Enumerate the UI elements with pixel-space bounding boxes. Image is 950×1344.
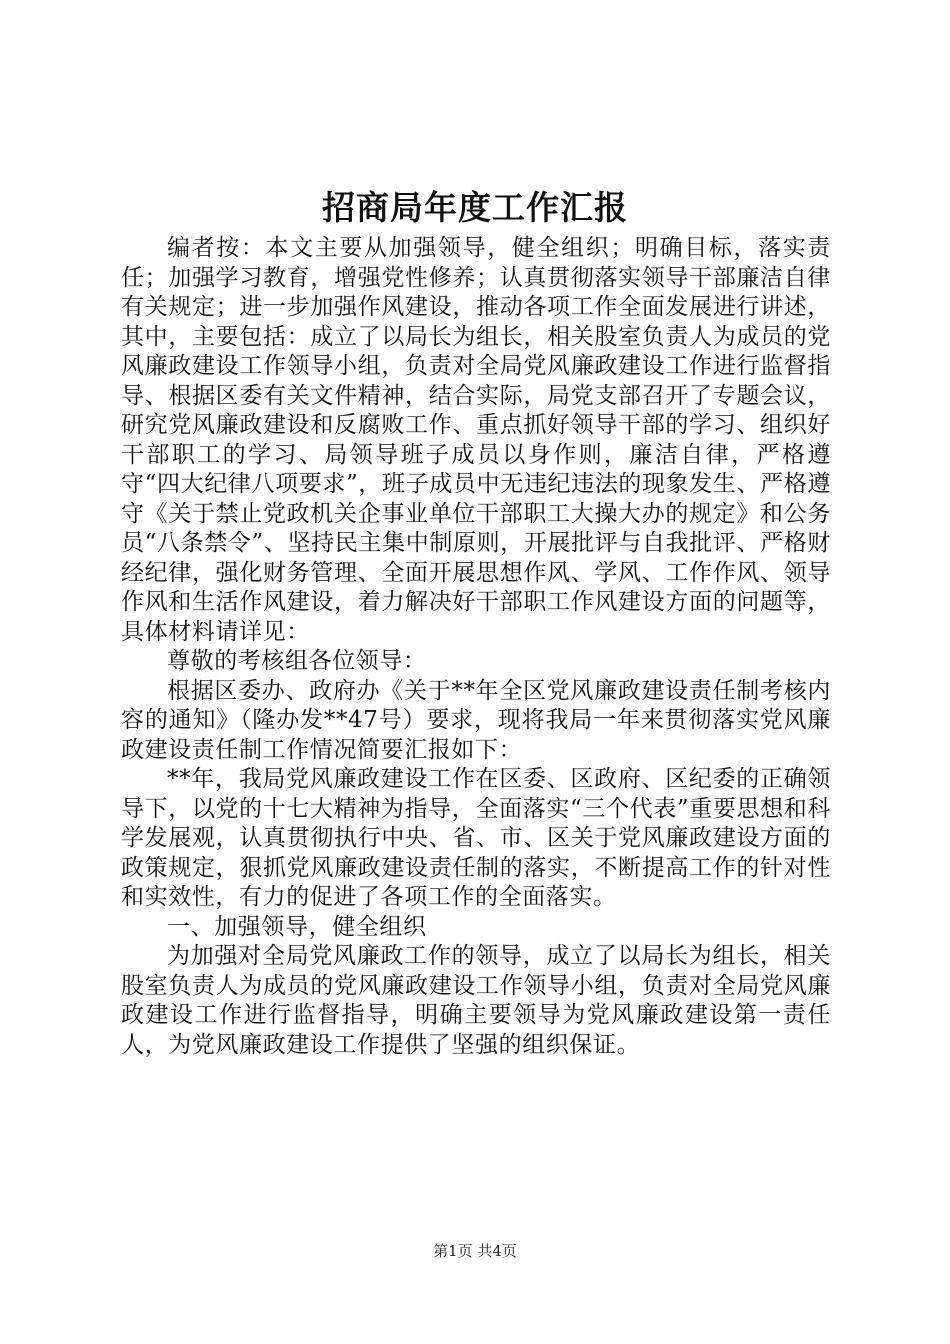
intro-paragraph: 根据区委办、政府办《关于**年全区党风廉政建设责任制考核内容的通知》（隆办发**47号）要求，现将我局一年来贯彻落实党风廉政建设责任制工作情况简要汇报如下： bbox=[121, 677, 831, 763]
summary-paragraph: **年，我局党风廉政建设工作在区委、区政府、区纪委的正确领导下，以党的十七大精神为指导，全面落实“三个代表”重要思想和科学发展观，认真贯彻执行中央、省、市、区关于党风廉政建设方面的政策规定，狠抓党风廉政建设责任制的落实，不断提高工作的针对性和实效性，有力的促进了各项工作的全面落实。 bbox=[121, 766, 831, 910]
salutation-paragraph: 尊敬的考核组各位领导： bbox=[167, 648, 427, 674]
section-paragraph: 为加强对全局党风廉政工作的领导，成立了以局长为组长，相关股室负责人为成员的党风廉政建设工作领导小组，负责对全局党风廉政建设工作进行监督指导，明确主要领导为党风廉政建设第一责任人，为党风廉政建设工作提供了坚强的组织保证。 bbox=[121, 943, 831, 1058]
document-title: 招商局年度工作汇报 bbox=[322, 188, 628, 227]
page-number-footer: 第1页 共4页 bbox=[433, 1242, 517, 1260]
section-heading: 一、加强领导，健全组织 bbox=[167, 913, 427, 940]
document-body bbox=[121, 234, 831, 1060]
editor-note-paragraph: 编者按：本文主要从加强领导，健全组织；明确目标，落实责任；加强学习教育，增强党性修养；认真贯彻落实领导干部廉洁自律有关规定；进一步加强作风建设，推动各项工作全面发展进行讲述，其中，主要包括：成立了以局长为组长，相关股室负责人为成员的党风廉政建设工作领导小组，负责对全局党风廉政建设工作进行监督指导、根据区委有关文件精神，结合实际，局党支部召开了专题会议，研究党风廉政建设和反腐败工作、重点抓好领导干部的学习、组织好干部职工的学习、局领导班子成员以身作则，廉洁自律，严格遵守“四大纪律八项要求”，班子成员中无违纪违法的现象发生、严格遵守《关于禁止党政机关企事业单位干部职工大操大办的规定》和公务员“八条禁令”、坚持民主集中制原则，开展批评与自我批评、严格财经纪律，强化财务管理、全面开展思想作风、学风、工作作风、领导作风和生活作风建设，着力解决好干部职工作风建设方面的问题等，具体材料请详见： bbox=[121, 235, 831, 645]
